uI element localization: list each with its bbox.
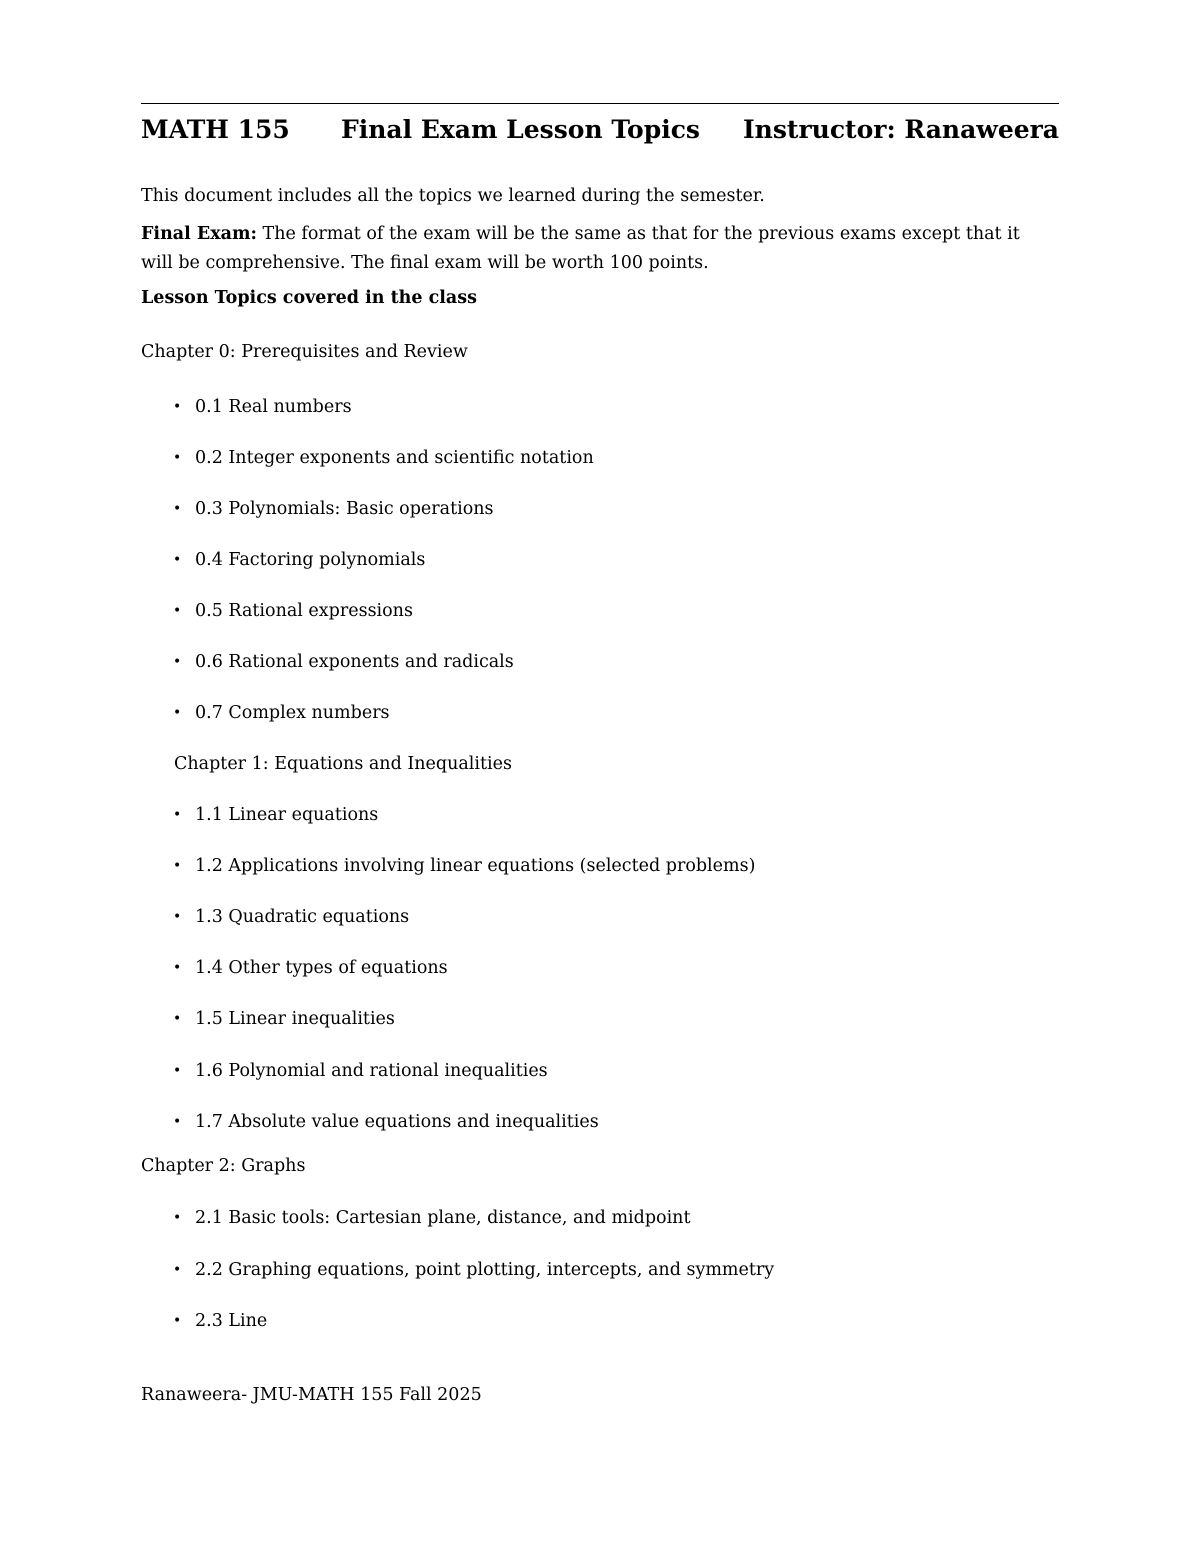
list-item: • 0.1 Real numbers [173,394,352,420]
course-code: MATH 155 [141,115,290,144]
header-rule [141,103,1059,104]
list-item: • 1.1 Linear equations [173,802,378,828]
bullet-icon: • [173,552,182,568]
bullet-icon: • [173,450,182,466]
list-item: • 2.1 Basic tools: Cartesian plane, distance, and midpoint [173,1205,690,1231]
list-item: • 1.3 Quadratic equations [173,904,409,930]
list-item: • 1.7 Absolute value equations and inequalities [173,1109,599,1135]
bullet-icon: • [173,654,182,670]
bullet-icon: • [173,1114,182,1130]
list-item: • 0.3 Polynomials: Basic operations [173,496,494,522]
list-item: • 1.6 Polynomial and rational inequalities [173,1058,548,1084]
bullet-icon: • [173,909,182,925]
bullet-icon: • [173,960,182,976]
bullet-icon: • [173,807,182,823]
bullet-icon: • [173,1262,182,1278]
list-item: • 1.4 Other types of equations [173,955,448,981]
bullet-icon: • [173,501,182,517]
chapter-0-title: Chapter 0: Prerequisites and Review [141,342,468,362]
list-item: • 2.2 Graphing equations, point plotting, intercepts, and symmetry [173,1257,774,1283]
instructor-name: Instructor: Ranaweera [742,115,1059,144]
final-exam-label: Final Exam: [141,224,257,244]
list-item: • 1.5 Linear inequalities [173,1006,395,1032]
document-title: Final Exam Lesson Topics [341,115,701,144]
list-item: • 0.5 Rational expressions [173,598,413,624]
bullet-icon: • [173,1011,182,1027]
list-item: • 0.4 Factoring polynomials [173,547,425,573]
lesson-topics-heading: Lesson Topics covered in the class [141,288,477,308]
final-exam-text-1: The format of the exam will be the same as that for the previous exams except that it [256,224,1020,244]
page-footer: Ranaweera- JMU-MATH 155 Fall 2025 [141,1385,482,1405]
bullet-icon: • [173,1313,182,1329]
bullet-icon: • [173,705,182,721]
list-item: • 2.3 Line [173,1308,267,1334]
list-item: • 0.7 Complex numbers [173,700,390,726]
bullet-icon: • [173,603,182,619]
list-item: • 0.2 Integer exponents and scientific notation [173,445,594,471]
bullet-icon: • [173,1063,182,1079]
bullet-icon: • [173,858,182,874]
list-item: • 1.2 Applications involving linear equations (selected problems) [173,853,755,879]
final-exam-line-1 [141,220,1020,249]
final-exam-line-2: will be comprehensive. The final exam will be worth 100 points. [141,253,709,273]
bullet-icon: • [173,399,182,415]
list-item: • 0.6 Rational exponents and radicals [173,649,514,675]
bullet-icon: • [173,1210,182,1226]
chapter-2-title: Chapter 2: Graphs [141,1156,306,1176]
chapter-1-title: Chapter 1: Equations and Inequalities [174,754,512,774]
intro-text: This document includes all the topics we learned during the semester. [141,186,765,206]
